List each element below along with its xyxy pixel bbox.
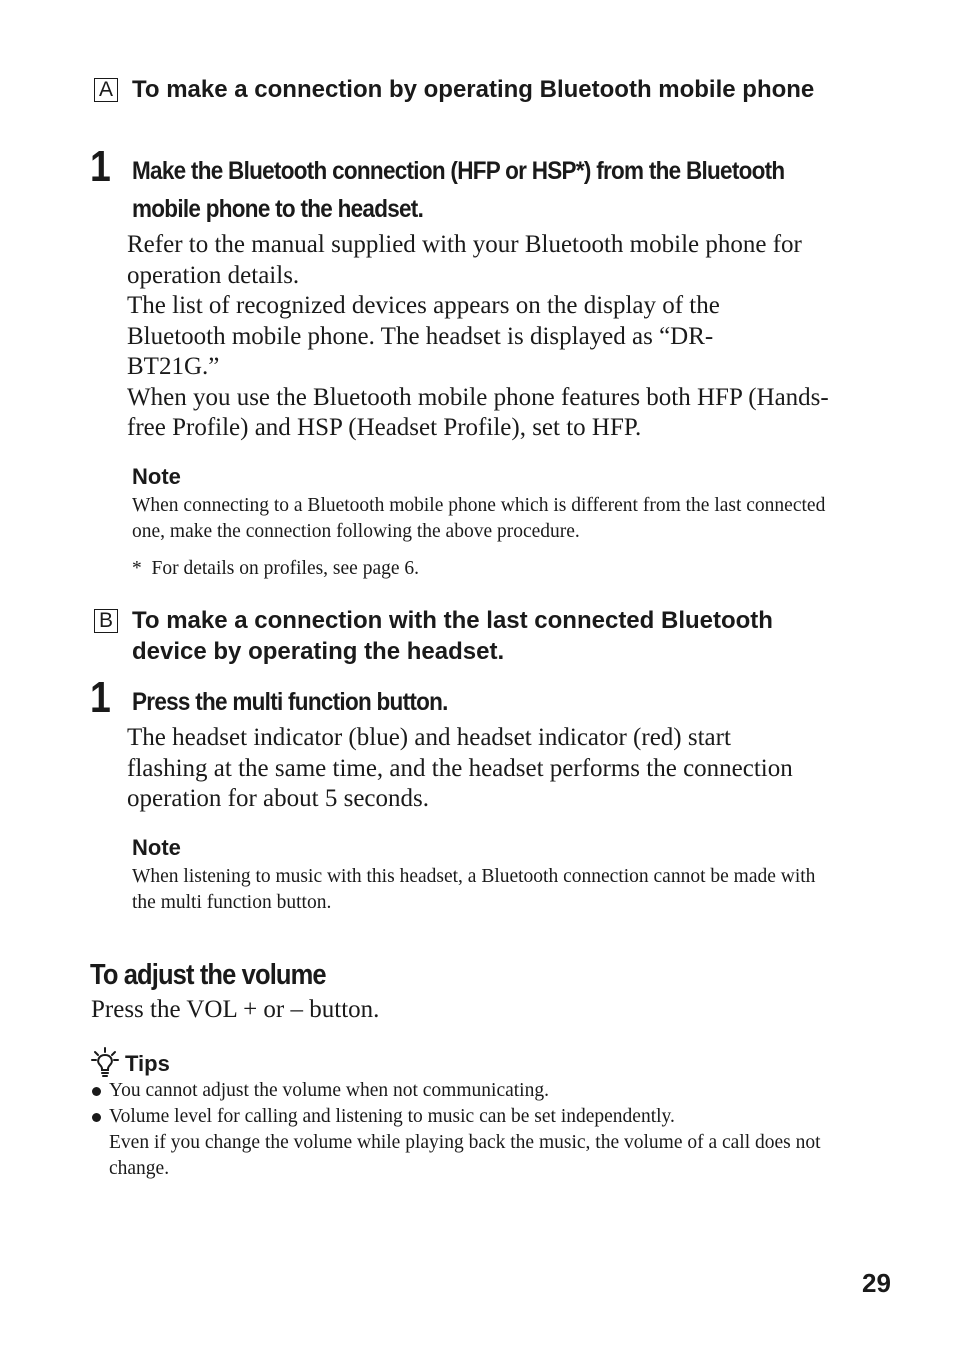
- section-a-body-p1: Refer to the manual supplied with your Bluetooth mobile phone for operation details.: [127, 231, 802, 289]
- section-b-note-heading: Note: [132, 835, 181, 860]
- page-number: 29: [862, 1268, 891, 1298]
- section-a-step-title-line1: Make the Bluetooth connection (HFP or HSP*) from the Bluetooth: [132, 157, 785, 185]
- section-a-body-p2: The list of recognized devices appears on the display of the Bluetooth mobile phone. The headset is displayed as “DR-BT21G.”: [127, 292, 720, 380]
- section-b-step-title: Press the multi function button.: [132, 688, 448, 716]
- bullet-icon: [92, 1087, 101, 1096]
- section-a-footnote: * For details on profiles, see page 6.: [132, 558, 420, 579]
- lightbulb-icon: [91, 1047, 121, 1079]
- section-a-step-title-line2: mobile phone to the headset.: [132, 195, 424, 223]
- volume-text: Press the VOL + or – button.: [91, 996, 380, 1023]
- section-b-note-text: When listening to music with this headset, a Bluetooth connection cannot be made with the multi function button.: [132, 866, 816, 913]
- section-b-box-letter: B: [94, 609, 118, 633]
- section-a-body: [127, 230, 847, 444]
- volume-heading: To adjust the volume: [90, 959, 326, 991]
- section-b-title: To make a connection with the last connected Bluetooth device by operating the headset.: [132, 607, 773, 665]
- section-a-box-letter: A: [94, 78, 118, 102]
- section-a-note-text: When connecting to a Bluetooth mobile phone which is different from the last connected one, make the connection following the above procedure.: [132, 495, 826, 542]
- section-b-body-p1: The headset indicator (blue) and headset indicator (red) start flashing at the same time, and the headset performs the connection operation for about 5 seconds.: [127, 724, 793, 812]
- section-a-step-number: 1: [90, 142, 111, 191]
- tips-heading: Tips: [125, 1051, 170, 1076]
- tips-list-item: [90, 1104, 850, 1182]
- tips-item-1: You cannot adjust the volume when not communicating.: [109, 1080, 549, 1101]
- tips-item-2-line2: Even if you change the volume while playing back the music, the volume of a call does not change.: [109, 1132, 821, 1179]
- section-a-title: To make a connection by operating Bluetooth mobile phone: [132, 76, 815, 103]
- section-a-body-p3: When you use the Bluetooth mobile phone features both HFP (Hands-free Profile) and HSP (Headset Profile), set to HFP.: [127, 383, 829, 441]
- section-b-body: [127, 723, 807, 815]
- bullet-icon: [92, 1113, 101, 1122]
- tips-item-2-line1: Volume level for calling and listening to music can be set independently.: [109, 1106, 675, 1127]
- section-a-note-heading: Note: [132, 464, 181, 489]
- tips-item-2: [109, 1104, 850, 1182]
- section-b-step-number: 1: [90, 673, 111, 722]
- tips-list-item: [90, 1078, 850, 1104]
